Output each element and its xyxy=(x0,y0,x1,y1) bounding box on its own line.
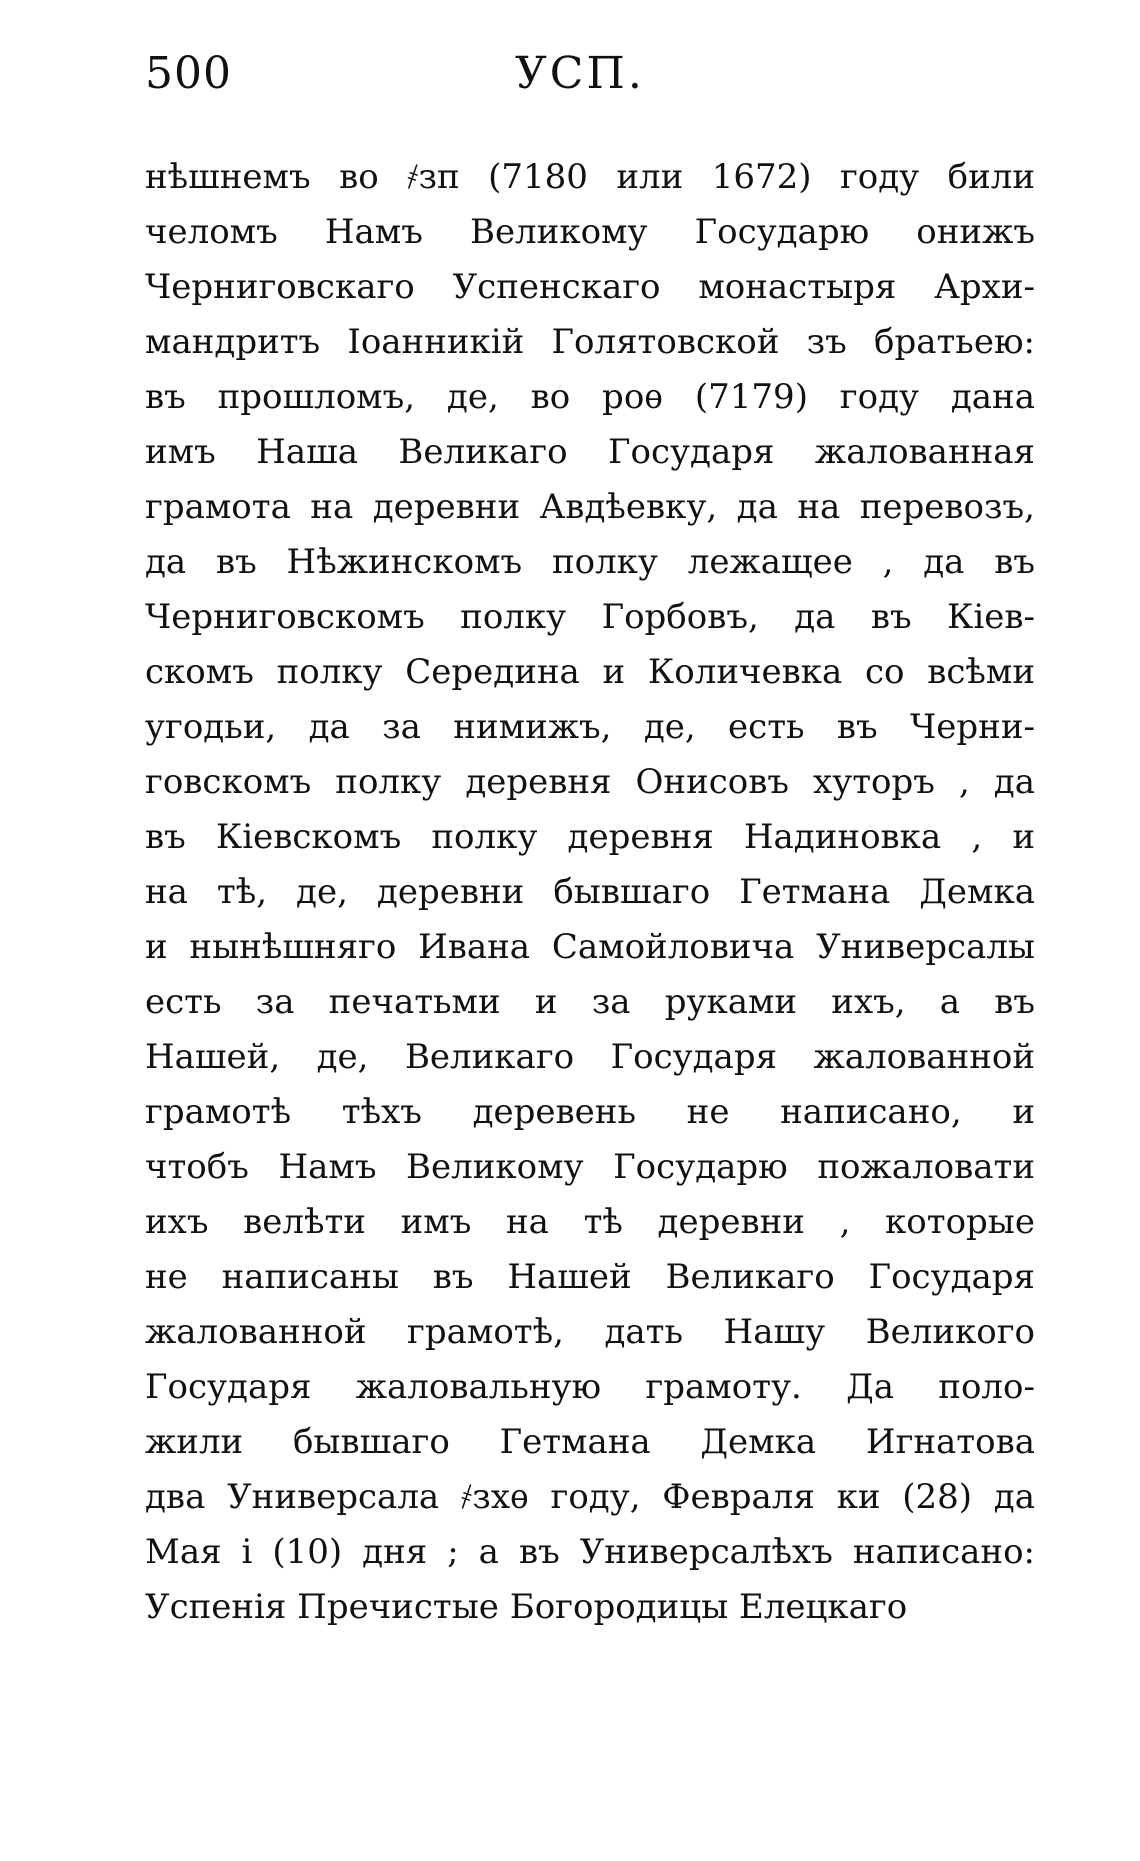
page-number: 500 xyxy=(145,48,232,99)
text-line: Успенія Пречистые Богородицы Елецкаго xyxy=(145,1587,908,1627)
text-line: въ прошломъ, де, во роѳ (7179) году дана xyxy=(145,377,1035,417)
text-line: чтобъ Намъ Великому Государю пожаловати xyxy=(145,1147,1035,1187)
text-line: говскомъ полку деревня Онисовъ хуторъ , да xyxy=(145,762,1035,802)
text-line: Государя жаловальную грамоту. Да поло- xyxy=(145,1367,1035,1407)
text-line: челомъ Намъ Великому Государю онижъ xyxy=(145,212,1035,252)
text-line: мандритъ Іоанникій Голятовской зъ братьею: xyxy=(145,322,1035,362)
text-line: на тѣ, де, деревни бывшаго Гетмана Демка xyxy=(145,872,1035,912)
text-line: ихъ велѣти имъ на тѣ деревни , которые xyxy=(145,1202,1035,1242)
text-line: да въ Нѣжинскомъ полку лежащее , да въ xyxy=(145,542,1035,582)
text-line: скомъ полку Середина и Количевка со всѣми xyxy=(145,652,1035,692)
text-line: Черниговскаго Успенскаго монастыря Архи- xyxy=(145,267,1035,307)
page-header xyxy=(145,48,1045,118)
text-line: и нынѣшняго Ивана Самойловича Универсалы xyxy=(145,927,1035,967)
text-line: Черниговскомъ полку Горбовъ, да въ Кіев- xyxy=(145,597,1035,637)
text-line: жалованной грамотѣ, дать Нашу Великого xyxy=(145,1312,1035,1352)
body-text xyxy=(145,150,1035,1635)
text-line: грамотѣ тѣхъ деревень не написано, и xyxy=(145,1092,1035,1132)
text-line: грамота на деревни Авдѣевку, да на перевозъ, xyxy=(145,487,1035,527)
text-line: нѣшнемъ во ҂зп (7180 или 1672) году били xyxy=(145,157,1035,197)
text-line: въ Кіевскомъ полку деревня Надиновка , и xyxy=(145,817,1035,857)
text-line: не написаны въ Нашей Великаго Государя xyxy=(145,1257,1035,1297)
running-head: УСП. xyxy=(515,48,645,99)
text-line: жили бывшаго Гетмана Демка Игнатова xyxy=(145,1422,1035,1462)
text-line: угодьи, да за нимижъ, де, есть въ Черни- xyxy=(145,707,1035,747)
text-line: два Универсала ҂зхѳ году, Февраля ки (28) да xyxy=(145,1477,1035,1517)
text-line: Мая і (10) дня ; а въ Универсалѣхъ написано: xyxy=(145,1532,1035,1572)
text-line: Нашей, де, Великаго Государя жалованной xyxy=(145,1037,1035,1077)
text-line: есть за печатьми и за руками ихъ, а въ xyxy=(145,982,1035,1022)
text-line: имъ Наша Великаго Государя жалованная xyxy=(145,432,1035,472)
